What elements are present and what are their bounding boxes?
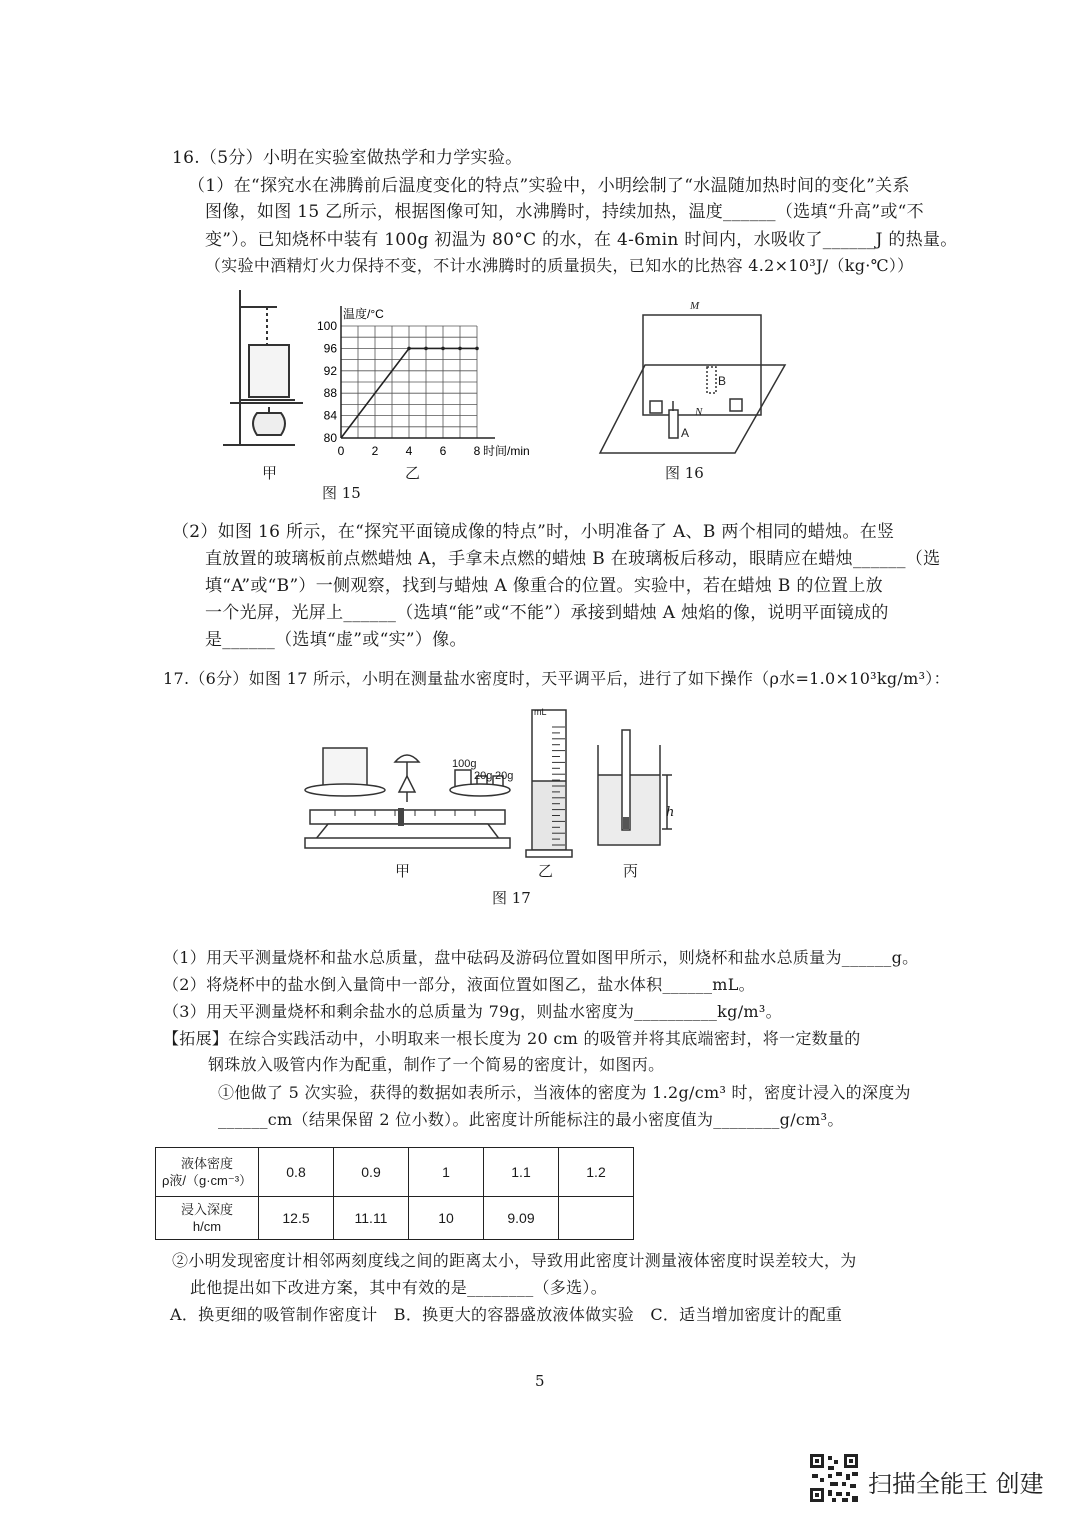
q17-extension-line4: ______cm（结果保留 2 位小数）。此密度计所能标注的最小密度值为________g/cm³。 bbox=[218, 1110, 844, 1129]
fig15-chart bbox=[305, 295, 570, 470]
q16-part2-line4: 一个光屏，光屏上______（选填“能”或“不能”）承接到蜡烛 A 烛焰的像，说明平面镜成的 bbox=[205, 603, 889, 623]
table-cell: 11.11 bbox=[334, 1197, 409, 1240]
fig17-jia-label: 甲 bbox=[395, 862, 411, 880]
table-cell: 1.2 bbox=[559, 1148, 634, 1197]
y-axis-label: 温度/°C bbox=[343, 307, 384, 321]
table-row bbox=[156, 1197, 634, 1240]
fig17-weight-20g-a: 20g bbox=[474, 770, 493, 782]
q16-part2-line5: 是______（选填“虚”或“实”）像。 bbox=[205, 630, 467, 650]
fig17-h-label: h bbox=[666, 805, 675, 820]
q16-part1-line1: （1）在“探究水在沸腾前后温度变化的特点”实验中，小明绘制了“水温随加热时间的变化”关系 bbox=[188, 176, 910, 196]
fig17-balance bbox=[295, 740, 520, 860]
data-point bbox=[458, 347, 462, 351]
table-row bbox=[156, 1148, 634, 1197]
q17-options: A．换更细的吸管制作密度计 B．换更大的容器盛放液体做实验 C．适当增加密度计的配重 bbox=[170, 1305, 843, 1324]
table-cell: 1 bbox=[409, 1148, 484, 1197]
fig17-ml-unit: mL bbox=[534, 707, 547, 717]
fig15-apparatus bbox=[215, 285, 305, 455]
x-tick-label: 6 bbox=[439, 444, 447, 458]
q16-title: 16.（5分）小明在实验室做热学和力学实验。 bbox=[172, 148, 523, 168]
q16-part2-line1: （2）如图 16 所示，在“探究平面镜成像的特点”时，小明准备了 A、B 两个相同的蜡烛。在竖 bbox=[172, 522, 895, 542]
q17-extension-line2: 钢珠放入吸管内作为配重，制作了一个简易的密度计，如图丙。 bbox=[208, 1055, 665, 1074]
fig17-yi-label: 乙 bbox=[538, 862, 554, 880]
fig16-label-M: M bbox=[690, 300, 700, 312]
fig17-weight-20g-b: 20g bbox=[495, 770, 514, 782]
q17-step3: （3）用天平测量烧杯和剩余盐水的总质量为 79g，则盐水密度为__________kg/m³。 bbox=[163, 1002, 782, 1021]
scanner-app-watermark: 扫描全能王 创建 bbox=[868, 1470, 1044, 1498]
y-tick-label: 100 bbox=[316, 319, 337, 333]
qr-code-icon bbox=[808, 1452, 860, 1504]
fig17-bing-label: 丙 bbox=[623, 862, 639, 880]
table-header-depth bbox=[156, 1197, 259, 1240]
q17-extension-line1: 【拓展】在综合实践活动中，小明取来一根长度为 20 cm 的吸管并将其底端密封，将一定数量的 bbox=[163, 1029, 861, 1048]
data-point bbox=[407, 347, 411, 351]
q17-extension-line3: ①他做了 5 次实验，获得的数据如表所示，当液体的密度为 1.2g/cm³ 时，密度计浸入的深度为 bbox=[218, 1083, 911, 1102]
q16-part2-line2: 直放置的玻璃板前点燃蜡烛 A，手拿未点燃的蜡烛 B 在玻璃板后移动，眼睛应在蜡烛______（选 bbox=[205, 549, 941, 569]
fig17-caption: 图 17 bbox=[492, 889, 531, 907]
x-tick-label: 4 bbox=[405, 444, 413, 458]
fig16-label-A: A bbox=[681, 426, 690, 440]
table-cell bbox=[559, 1197, 634, 1240]
table-header-density-line1: 液体密度 bbox=[180, 1156, 233, 1171]
y-tick-label: 80 bbox=[323, 431, 337, 445]
fig16-label-B: B bbox=[718, 374, 727, 388]
y-tick-label: 84 bbox=[323, 408, 337, 423]
y-tick-label: 88 bbox=[323, 386, 337, 401]
fig16-label-N: N bbox=[695, 406, 703, 418]
fig15-jia-label: 甲 bbox=[262, 464, 278, 482]
q17-extension-line5: ②小明发现密度计相邻两刻度线之间的距离太小，导致用此密度计测量液体密度时误差较大，为 bbox=[172, 1251, 857, 1270]
page-number: 5 bbox=[535, 1372, 545, 1390]
x-axis-label: 时间/min bbox=[483, 444, 530, 458]
fig15-yi-label: 乙 bbox=[405, 464, 421, 482]
fig16-caption: 图 16 bbox=[665, 464, 704, 482]
fig15-caption: 图 15 bbox=[322, 484, 361, 502]
q16-part1-line4: （实验中酒精灯火力保持不变，不计水沸腾时的质量损失，已知水的比热容 4.2×10³J/（kg·℃）） bbox=[205, 256, 914, 275]
table-cell: 10 bbox=[409, 1197, 484, 1240]
y-tick-label: 96 bbox=[323, 341, 337, 356]
data-point bbox=[441, 347, 445, 351]
data-point bbox=[475, 347, 479, 351]
y-tick-label: 92 bbox=[323, 363, 337, 378]
q17-step2: （2）将烧杯中的盐水倒入量筒中一部分，液面位置如图乙，盐水体积______mL。 bbox=[163, 975, 755, 994]
q17-title: 17.（6分）如图 17 所示，小明在测量盐水密度时，天平调平后，进行了如下操作（ρ水=1.0×10³kg/m³）： bbox=[163, 669, 950, 688]
x-tick-label: 8 bbox=[473, 444, 481, 458]
fig17-beaker bbox=[592, 725, 677, 855]
table-cell: 1.1 bbox=[484, 1148, 559, 1197]
x-tick-label: 2 bbox=[371, 444, 379, 458]
fig17-cylinder bbox=[522, 705, 577, 860]
table-cell: 0.9 bbox=[334, 1148, 409, 1197]
table-header-depth-line2: h/cm bbox=[192, 1219, 222, 1234]
q16-part1-line3: 变”）。已知烧杯中装有 100g 初温为 80°C 的水，在 4-6min 时间内，水吸收了______J 的热量。 bbox=[205, 230, 958, 250]
q17-extension-line6: 此他提出如下改进方案，其中有效的是________（多选）。 bbox=[190, 1278, 608, 1297]
table-cell: 0.8 bbox=[259, 1148, 334, 1197]
table-cell: 9.09 bbox=[484, 1197, 559, 1240]
table-cell: 12.5 bbox=[259, 1197, 334, 1240]
density-depth-table bbox=[155, 1147, 634, 1240]
q16-part2-line3: 填“A”或“B”）一侧观察，找到与蜡烛 A 像重合的位置。实验中，若在蜡烛 B 的位置上放 bbox=[205, 576, 883, 596]
fig16-diagram bbox=[595, 295, 795, 465]
table-header-density-line2: ρ液/（g·cm⁻³） bbox=[161, 1173, 253, 1188]
fig17-weight-100g: 100g bbox=[452, 758, 477, 770]
q16-part1-line2: 图像，如图 15 乙所示，根据图像可知，水沸腾时，持续加热，温度______（选填“升高”或“不 bbox=[205, 202, 924, 222]
q17-step1: （1）用天平测量烧杯和盐水总质量，盘中砝码及游码位置如图甲所示，则烧杯和盐水总质量为______g。 bbox=[163, 948, 919, 967]
x-tick-label: 0 bbox=[337, 444, 345, 458]
data-point bbox=[424, 347, 428, 351]
table-header-density bbox=[156, 1148, 259, 1197]
table-header-depth-line1: 浸入深度 bbox=[180, 1202, 233, 1217]
